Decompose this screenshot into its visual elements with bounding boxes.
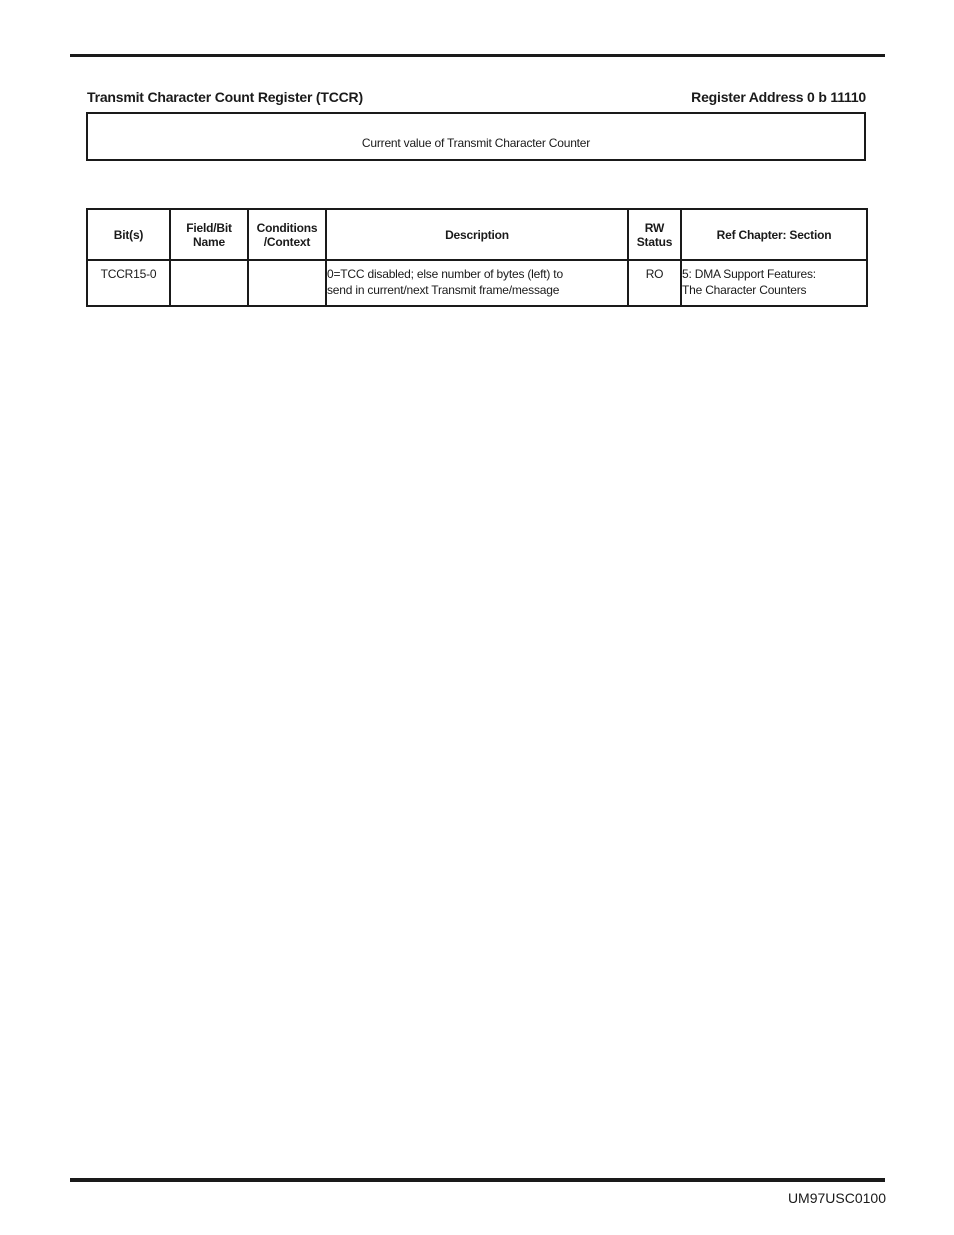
register-bit-diagram [86, 112, 866, 161]
header-rw-status: RW Status [628, 209, 681, 260]
header-bits: Bit(s) [87, 209, 170, 260]
register-address: Register Address 0 b 11110 [691, 89, 866, 105]
cell-conditions [248, 260, 326, 306]
table-header-row [87, 209, 867, 260]
cell-bits: TCCR15-0 [87, 260, 170, 306]
header-field-name: Field/Bit Name [170, 209, 248, 260]
header-conditions: Conditions /Context [248, 209, 326, 260]
header-ref-section: Ref Chapter: Section [681, 209, 867, 260]
top-rule [70, 54, 885, 57]
register-title: Transmit Character Count Register (TCCR) [87, 89, 363, 105]
cell-ref-section: 5: DMA Support Features: The Character Counters [681, 260, 867, 306]
document-id: UM97USC0100 [787, 1190, 886, 1206]
bottom-rule [70, 1178, 885, 1182]
cell-rw-status: RO [628, 260, 681, 306]
register-field-table [86, 208, 868, 307]
register-bit-diagram-label: Current value of Transmit Character Counter [361, 135, 591, 150]
cell-description: 0=TCC disabled; else number of bytes (left) to send in current/next Transmit frame/message [326, 260, 628, 306]
cell-field-name [170, 260, 248, 306]
table-row [87, 260, 867, 306]
header-description: Description [326, 209, 628, 260]
